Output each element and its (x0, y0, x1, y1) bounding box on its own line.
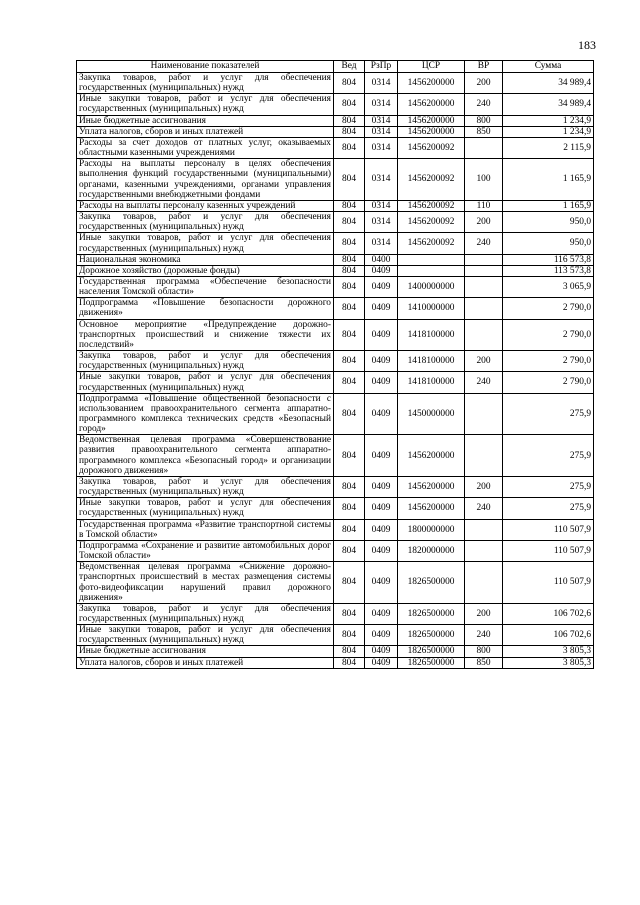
cell-sum: 34 989,4 (503, 94, 594, 115)
cell-csr: 1456200000 (398, 115, 465, 126)
cell-name: Дорожное хозяйство (дорожные фонды) (77, 265, 334, 276)
cell-vr (465, 265, 503, 276)
cell-vr: 200 (465, 476, 503, 497)
cell-csr: 1456200000 (398, 94, 465, 115)
cell-ved: 804 (334, 200, 365, 211)
cell-vr: 100 (465, 159, 503, 201)
cell-csr: 1456200092 (398, 137, 465, 158)
cell-sum: 3 805,3 (503, 657, 594, 668)
cell-ved: 804 (334, 212, 365, 233)
cell-sum: 113 573,8 (503, 265, 594, 276)
table-row (77, 200, 594, 211)
cell-ved: 804 (334, 562, 365, 604)
cell-name: Закупка товаров, работ и услуг для обеспечения государственных (муниципальных) нужд (77, 212, 334, 233)
cell-name: Подпрограмма «Сохранение и развитие автомобильных дорог Томской области» (77, 540, 334, 561)
header-rzpr: РзПр (365, 61, 398, 73)
cell-csr: 1456200000 (398, 435, 465, 477)
cell-rzpr: 0314 (365, 115, 398, 126)
cell-csr: 1456200092 (398, 233, 465, 254)
cell-name: Государственная программа «Обеспечение безопасности населения Томской области» (77, 276, 334, 297)
cell-sum: 2 790,0 (503, 372, 594, 393)
cell-sum: 2 790,0 (503, 298, 594, 319)
cell-vr (465, 137, 503, 158)
cell-sum: 1 165,9 (503, 200, 594, 211)
cell-ved: 804 (334, 476, 365, 497)
cell-rzpr: 0409 (365, 657, 398, 668)
cell-vr: 240 (465, 233, 503, 254)
cell-ved: 804 (334, 137, 365, 158)
cell-vr: 200 (465, 603, 503, 624)
cell-ved: 804 (334, 351, 365, 372)
cell-sum: 3 065,9 (503, 276, 594, 297)
cell-rzpr: 0409 (365, 476, 398, 497)
cell-rzpr: 0314 (365, 159, 398, 201)
table-row (77, 519, 594, 540)
cell-csr: 1456200092 (398, 200, 465, 211)
cell-rzpr: 0314 (365, 137, 398, 158)
table-row (77, 498, 594, 519)
cell-rzpr: 0409 (365, 435, 398, 477)
table-row (77, 657, 594, 668)
cell-name: Уплата налогов, сборов и иных платежей (77, 126, 334, 137)
cell-name: Иные закупки товаров, работ и услуг для обеспечения государственных (муниципальных) нужд (77, 372, 334, 393)
table-row (77, 254, 594, 265)
cell-ved: 804 (334, 233, 365, 254)
cell-csr (398, 265, 465, 276)
cell-ved: 804 (334, 159, 365, 201)
header-name: Наименование показателей (77, 61, 334, 73)
cell-name: Подпрограмма «Повышение безопасности дорожного движения» (77, 298, 334, 319)
cell-rzpr: 0409 (365, 372, 398, 393)
cell-sum: 275,9 (503, 393, 594, 435)
cell-vr: 800 (465, 646, 503, 657)
cell-sum: 110 507,9 (503, 540, 594, 561)
cell-rzpr: 0409 (365, 603, 398, 624)
cell-name: Закупка товаров, работ и услуг для обеспечения государственных (муниципальных) нужд (77, 351, 334, 372)
cell-sum: 275,9 (503, 476, 594, 497)
cell-sum: 1 165,9 (503, 159, 594, 201)
table-row (77, 73, 594, 94)
cell-rzpr: 0409 (365, 393, 398, 435)
cell-sum: 106 702,6 (503, 603, 594, 624)
cell-ved: 804 (334, 519, 365, 540)
cell-vr: 200 (465, 73, 503, 94)
cell-csr: 1456200092 (398, 159, 465, 201)
cell-vr: 200 (465, 212, 503, 233)
cell-csr: 1826500000 (398, 646, 465, 657)
cell-rzpr: 0409 (365, 351, 398, 372)
table-row (77, 137, 594, 158)
cell-csr: 1826500000 (398, 657, 465, 668)
cell-csr: 1456200000 (398, 476, 465, 497)
cell-name: Иные закупки товаров, работ и услуг для обеспечения государственных (муниципальных) нужд (77, 94, 334, 115)
cell-sum: 950,0 (503, 212, 594, 233)
cell-ved: 804 (334, 603, 365, 624)
table-row (77, 298, 594, 319)
header-ved: Вед (334, 61, 365, 73)
cell-vr (465, 519, 503, 540)
cell-ved: 804 (334, 646, 365, 657)
cell-vr (465, 254, 503, 265)
cell-name: Национальная экономика (77, 254, 334, 265)
cell-ved: 804 (334, 657, 365, 668)
table-row (77, 540, 594, 561)
cell-vr: 240 (465, 625, 503, 646)
cell-csr: 1826500000 (398, 625, 465, 646)
cell-name: Иные закупки товаров, работ и услуг для обеспечения государственных (муниципальных) нужд (77, 625, 334, 646)
cell-name: Расходы за счет доходов от платных услуг, оказываемых областными казенными учреждениями (77, 137, 334, 158)
cell-vr: 850 (465, 657, 503, 668)
cell-ved: 804 (334, 372, 365, 393)
cell-rzpr: 0400 (365, 254, 398, 265)
cell-sum: 2 115,9 (503, 137, 594, 158)
cell-vr (465, 319, 503, 350)
cell-name: Ведомственная целевая программа «Совершенствование развития правоохранительного сегмента аппаратно-программного комплекса «Безопасный город» и организации дорожного движения» (77, 435, 334, 477)
header-sum: Сумма (503, 61, 594, 73)
cell-name: Подпрограмма «Повышение общественной безопасности с использованием правоохранительного сегмента аппаратно-программного комплекса технических средств «Безопасный город» (77, 393, 334, 435)
cell-rzpr: 0409 (365, 319, 398, 350)
cell-ved: 804 (334, 115, 365, 126)
cell-rzpr: 0314 (365, 126, 398, 137)
table-row (77, 562, 594, 604)
table-row (77, 625, 594, 646)
table-header-row (77, 61, 594, 73)
table-row (77, 646, 594, 657)
cell-rzpr: 0409 (365, 498, 398, 519)
cell-ved: 804 (334, 498, 365, 519)
table-row (77, 476, 594, 497)
cell-sum: 2 790,0 (503, 319, 594, 350)
table-row (77, 276, 594, 297)
cell-name: Закупка товаров, работ и услуг для обеспечения государственных (муниципальных) нужд (77, 476, 334, 497)
table-row (77, 233, 594, 254)
cell-name: Государственная программа «Развитие транспортной системы в Томской области» (77, 519, 334, 540)
cell-rzpr: 0409 (365, 276, 398, 297)
cell-rzpr: 0409 (365, 265, 398, 276)
cell-rzpr: 0314 (365, 212, 398, 233)
cell-vr (465, 276, 503, 297)
table-row (77, 372, 594, 393)
cell-vr (465, 540, 503, 561)
cell-ved: 804 (334, 298, 365, 319)
cell-rzpr: 0409 (365, 540, 398, 561)
table-row (77, 212, 594, 233)
cell-csr: 1410000000 (398, 298, 465, 319)
cell-ved: 804 (334, 276, 365, 297)
cell-sum: 950,0 (503, 233, 594, 254)
cell-ved: 804 (334, 540, 365, 561)
table-row (77, 435, 594, 477)
cell-ved: 804 (334, 254, 365, 265)
table-row (77, 603, 594, 624)
cell-name: Расходы на выплаты персоналу в целях обеспечения выполнения функций государственными (муниципальными) органами, казенными учреждениями, органами управления государственными внебюджетными фондами (77, 159, 334, 201)
cell-sum: 275,9 (503, 435, 594, 477)
cell-rzpr: 0409 (365, 519, 398, 540)
cell-csr: 1456200000 (398, 498, 465, 519)
cell-csr: 1820000000 (398, 540, 465, 561)
cell-sum: 34 989,4 (503, 73, 594, 94)
cell-name: Основное мероприятие «Предупреждение дорожно-транспортных происшествий и снижение тяжести их последствий» (77, 319, 334, 350)
cell-csr: 1456200000 (398, 73, 465, 94)
cell-name: Иные закупки товаров, работ и услуг для обеспечения государственных (муниципальных) нужд (77, 498, 334, 519)
cell-sum: 116 573,8 (503, 254, 594, 265)
cell-rzpr: 0409 (365, 625, 398, 646)
cell-vr: 800 (465, 115, 503, 126)
cell-csr: 1456200000 (398, 126, 465, 137)
cell-name: Иные бюджетные ассигнования (77, 115, 334, 126)
cell-sum: 106 702,6 (503, 625, 594, 646)
cell-name: Закупка товаров, работ и услуг для обеспечения государственных (муниципальных) нужд (77, 603, 334, 624)
cell-csr (398, 254, 465, 265)
cell-ved: 804 (334, 126, 365, 137)
cell-csr: 1400000000 (398, 276, 465, 297)
table-row (77, 351, 594, 372)
header-csr: ЦСР (398, 61, 465, 73)
page-number: 183 (578, 38, 596, 52)
cell-vr (465, 298, 503, 319)
table-row (77, 319, 594, 350)
cell-rzpr: 0409 (365, 646, 398, 657)
cell-csr: 1826500000 (398, 603, 465, 624)
cell-sum: 110 507,9 (503, 519, 594, 540)
cell-vr (465, 562, 503, 604)
cell-ved: 804 (334, 265, 365, 276)
cell-vr: 240 (465, 94, 503, 115)
cell-name: Ведомственная целевая программа «Снижение дорожно-транспортных происшествий в местах размещения системы фото-видеофиксации нарушений правил дорожного движения» (77, 562, 334, 604)
cell-csr: 1418100000 (398, 351, 465, 372)
table-row (77, 159, 594, 201)
cell-csr: 1456200092 (398, 212, 465, 233)
cell-name: Расходы на выплаты персоналу казенных учреждений (77, 200, 334, 211)
cell-csr: 1418100000 (398, 319, 465, 350)
cell-sum: 2 790,0 (503, 351, 594, 372)
cell-sum: 275,9 (503, 498, 594, 519)
cell-vr (465, 393, 503, 435)
cell-ved: 804 (334, 319, 365, 350)
cell-csr: 1800000000 (398, 519, 465, 540)
cell-name: Уплата налогов, сборов и иных платежей (77, 657, 334, 668)
cell-rzpr: 0409 (365, 562, 398, 604)
cell-rzpr: 0314 (365, 94, 398, 115)
cell-vr: 110 (465, 200, 503, 211)
budget-table (76, 60, 594, 669)
cell-sum: 1 234,9 (503, 115, 594, 126)
cell-ved: 804 (334, 625, 365, 646)
cell-sum: 110 507,9 (503, 562, 594, 604)
cell-vr: 240 (465, 372, 503, 393)
cell-vr (465, 435, 503, 477)
cell-ved: 804 (334, 94, 365, 115)
cell-sum: 1 234,9 (503, 126, 594, 137)
table-row (77, 126, 594, 137)
table-row (77, 115, 594, 126)
table-body (77, 73, 594, 669)
cell-ved: 804 (334, 435, 365, 477)
cell-ved: 804 (334, 393, 365, 435)
cell-rzpr: 0409 (365, 298, 398, 319)
cell-ved: 804 (334, 73, 365, 94)
cell-vr: 200 (465, 351, 503, 372)
cell-name: Иные закупки товаров, работ и услуг для обеспечения государственных (муниципальных) нужд (77, 233, 334, 254)
table-row (77, 265, 594, 276)
cell-rzpr: 0314 (365, 200, 398, 211)
header-vr: ВР (465, 61, 503, 73)
cell-csr: 1826500000 (398, 562, 465, 604)
cell-name: Иные бюджетные ассигнования (77, 646, 334, 657)
table-row (77, 393, 594, 435)
cell-rzpr: 0314 (365, 73, 398, 94)
cell-csr: 1418100000 (398, 372, 465, 393)
cell-csr: 1450000000 (398, 393, 465, 435)
cell-name: Закупка товаров, работ и услуг для обеспечения государственных (муниципальных) нужд (77, 73, 334, 94)
cell-vr: 240 (465, 498, 503, 519)
cell-vr: 850 (465, 126, 503, 137)
table-row (77, 94, 594, 115)
cell-sum: 3 805,3 (503, 646, 594, 657)
cell-rzpr: 0314 (365, 233, 398, 254)
